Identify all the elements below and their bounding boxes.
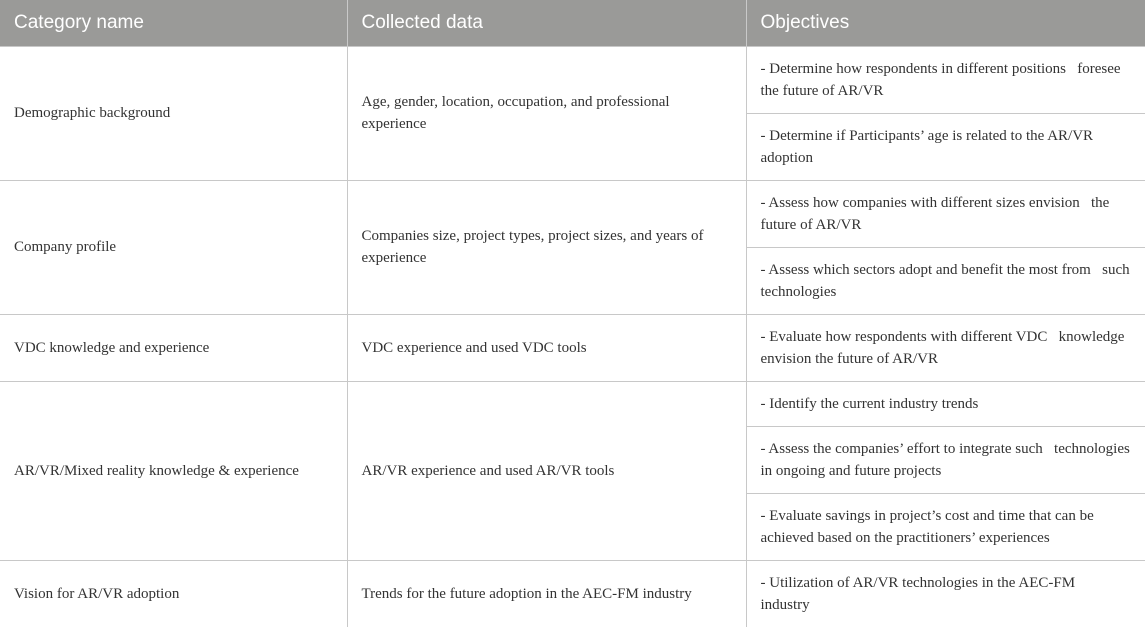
table-row <box>0 180 1145 247</box>
category-cell: VDC knowledge and experience <box>0 314 347 381</box>
collected-data-cell: AR/VR experience and used AR/VR tools <box>347 381 746 560</box>
table-row <box>0 381 1145 426</box>
table-header-row <box>0 0 1145 46</box>
objective-cell: - Determine how respondents in different positions foresee the future of AR/VR <box>746 46 1145 113</box>
table-row <box>0 314 1145 381</box>
objective-cell: - Assess the companies’ effort to integrate such technologies in ongoing and future projects <box>746 426 1145 493</box>
header-category-name: Category name <box>0 0 347 46</box>
objective-cell: - Evaluate savings in project’s cost and time that can be achieved based on the practitioners’ experiences <box>746 493 1145 560</box>
table-row <box>0 46 1145 113</box>
objective-cell: - Evaluate how respondents with different VDC knowledge envision the future of AR/VR <box>746 314 1145 381</box>
collected-data-cell: VDC experience and used VDC tools <box>347 314 746 381</box>
category-cell: Vision for AR/VR adoption <box>0 560 347 627</box>
collected-data-cell: Age, gender, location, occupation, and professional experience <box>347 46 746 180</box>
objective-cell: - Determine if Participants’ age is related to the AR/VR adoption <box>746 113 1145 180</box>
category-cell: AR/VR/Mixed reality knowledge & experience <box>0 381 347 560</box>
objective-cell: - Identify the current industry trends <box>746 381 1145 426</box>
collected-data-cell: Trends for the future adoption in the AEC-FM industry <box>347 560 746 627</box>
objective-cell: - Utilization of AR/VR technologies in the AEC-FM industry <box>746 560 1145 627</box>
category-cell: Demographic background <box>0 46 347 180</box>
header-collected-data: Collected data <box>347 0 746 46</box>
objective-cell: - Assess how companies with different sizes envision the future of AR/VR <box>746 180 1145 247</box>
header-objectives: Objectives <box>746 0 1145 46</box>
collected-data-cell: Companies size, project types, project sizes, and years of experience <box>347 180 746 314</box>
table-row <box>0 560 1145 627</box>
objective-cell: - Assess which sectors adopt and benefit the most from such technologies <box>746 247 1145 314</box>
category-cell: Company profile <box>0 180 347 314</box>
